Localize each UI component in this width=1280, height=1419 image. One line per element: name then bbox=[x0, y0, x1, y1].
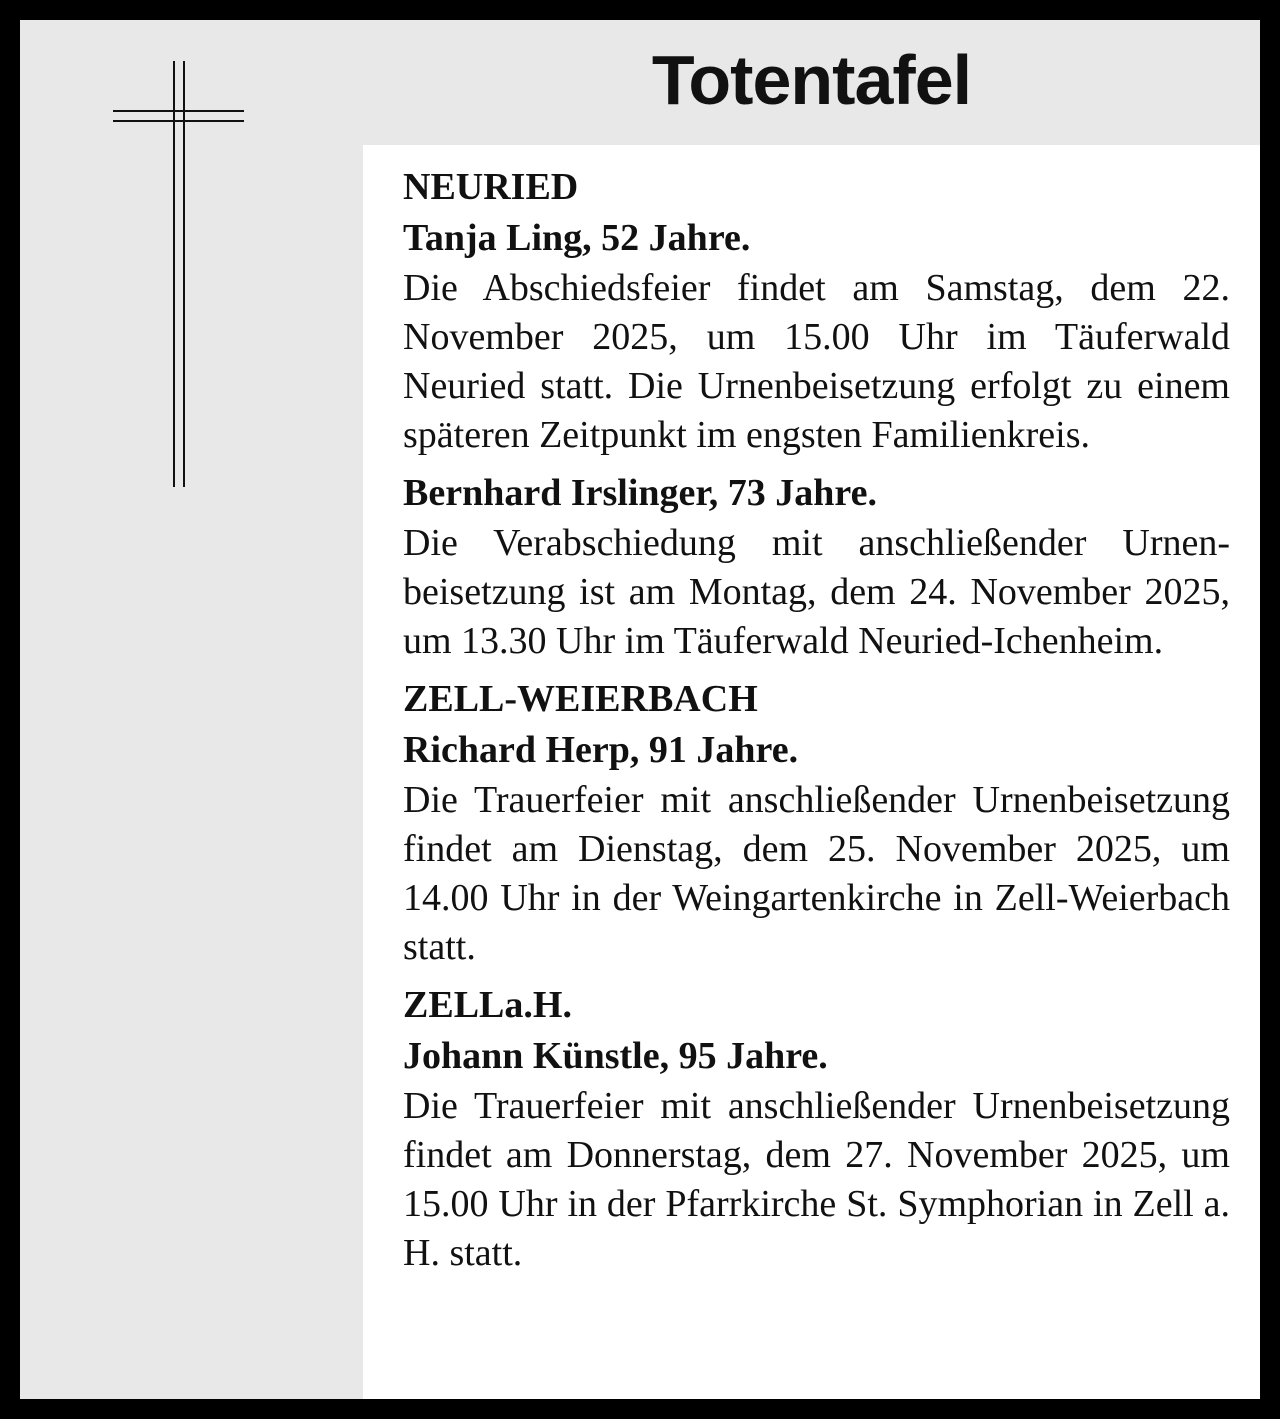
page-title: Totentafel bbox=[651, 41, 972, 119]
entry-name: Richard Herp, 91 Jahre. bbox=[403, 729, 799, 771]
entry-place: NEURIED bbox=[403, 166, 579, 208]
content-box bbox=[363, 145, 1260, 1399]
entry-name: Johann Künstle, 95 Jahre. bbox=[403, 1035, 828, 1077]
obituary-entry bbox=[403, 162, 1230, 460]
entry-text: Die Trauerfeier mit anschließender Urnenbeisetzung findet am Dienstag, dem 25. November 2025, um 14.00 Uhr in der Weingartenkirche in Zell-Weierbach statt. bbox=[403, 779, 1230, 968]
obituary-entry bbox=[403, 674, 1230, 972]
entry-place: ZELL-WEIERBACH bbox=[403, 678, 758, 720]
entry-name: Bernhard Irslinger, 73 Jahre. bbox=[403, 472, 877, 514]
entry-name: Tanja Ling, 52 Jahre. bbox=[403, 217, 751, 259]
entry-place: ZELLa.H. bbox=[403, 984, 572, 1026]
cross-icon bbox=[0, 0, 260, 500]
entry-text: Die Abschiedsfeier findet am Samstag, dem 22. November 2025, um 15.00 Uhr im Täuferwald Neuried statt. Die Urnenbeisetzung erfolgt zu einem späteren Zeitpunkt im engsten Familienkreis. bbox=[403, 267, 1230, 456]
entry-text: Die Verabschiedung mit anschließender Urnenbeisetzung ist am Montag, dem 24. November 2025, um 13.30 Uhr im Täuferwald Neuried-Ichenheim. bbox=[403, 522, 1230, 662]
obituary-list bbox=[403, 162, 1230, 1278]
obituary-entry bbox=[403, 468, 1230, 666]
obituary-entry bbox=[403, 980, 1230, 1278]
entry-text: Die Trauerfeier mit anschließender Urnenbeisetzung findet am Donnerstag, dem 27. November 2025, um 15.00 Uhr in der Pfarrkirche St. Symphorian in Zell a. H. statt. bbox=[403, 1085, 1230, 1274]
